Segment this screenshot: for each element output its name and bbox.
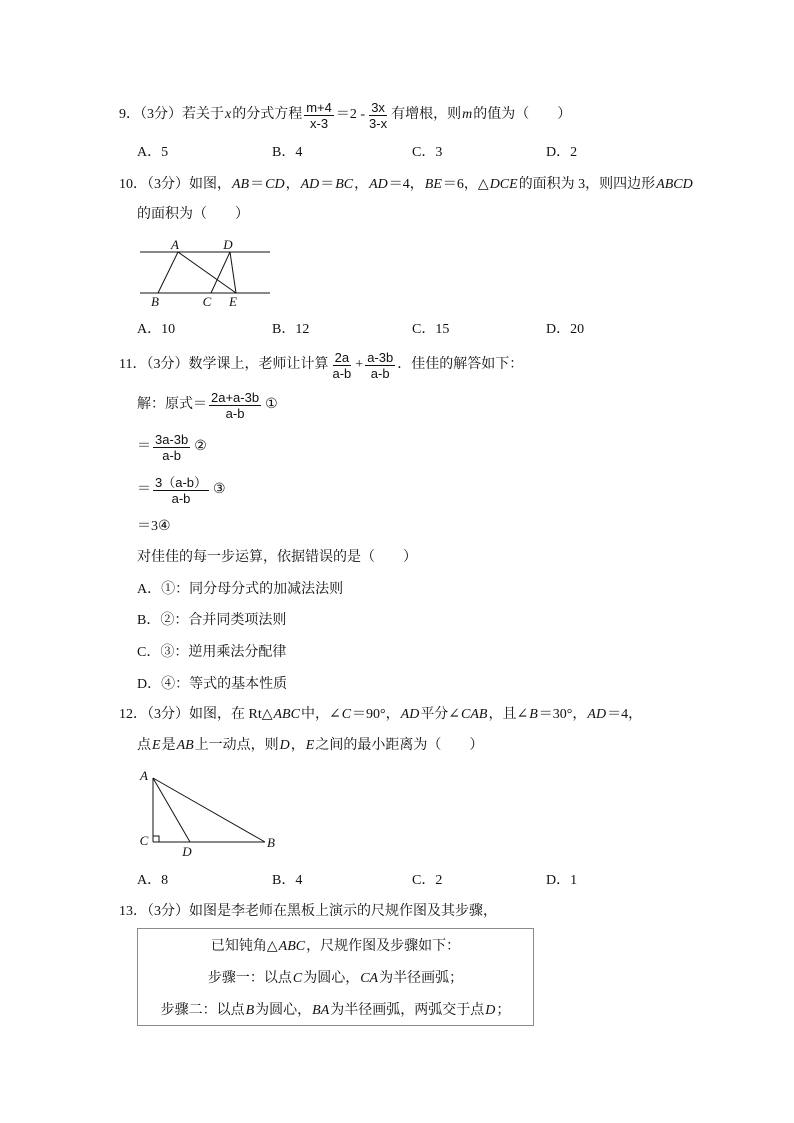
fraction: [304, 100, 334, 131]
segment-name: AD: [400, 707, 420, 722]
fraction: [330, 350, 353, 381]
segment-de: [230, 252, 236, 293]
q9-text: 的分式方程: [232, 107, 303, 122]
point-label-e: E: [229, 294, 237, 309]
q13-text: 13．（3分）如图是李老师在黑板上演示的尺规作图及其步骤，: [119, 904, 497, 919]
fraction: [367, 100, 389, 131]
fraction: [365, 350, 395, 381]
q10-option-d: D．20: [546, 322, 585, 337]
triangle-name: ABC: [278, 939, 306, 954]
fraction-numerator: 2a: [334, 349, 350, 365]
point-label-d: D: [182, 844, 192, 859]
q12-text: 点: [137, 738, 151, 753]
q11-text: 11．（3分）数学课上，老师让计算: [119, 357, 329, 372]
segment-name: AD: [300, 177, 320, 192]
q11-text: 对佳佳的每一步运算，依据错误的是（ ）: [137, 550, 417, 565]
segment-name: AB: [176, 738, 194, 753]
solution-step-2: [137, 430, 207, 464]
q10-stem-line1: [119, 176, 694, 194]
step-mark: ①: [265, 397, 278, 412]
q9-option-c: C．3: [412, 145, 443, 160]
solution-step-1: [137, 388, 278, 422]
fraction-denominator: a-b: [162, 447, 182, 463]
q9-option-b: B．4: [272, 145, 303, 160]
fraction-numerator: m+4: [306, 99, 332, 115]
step-mark: ④: [158, 519, 171, 534]
q12-text: ，且∠: [488, 707, 529, 722]
fraction-denominator: a-b: [225, 405, 245, 421]
variable-x: x: [225, 107, 232, 122]
q11-option-d: D．④：等式的基本性质: [137, 677, 288, 692]
point-label-c: C: [202, 294, 212, 309]
fraction-denominator: 3-x: [369, 115, 388, 131]
q10-option-a: A．10: [137, 322, 176, 337]
segment-ab: [153, 778, 265, 842]
triangle-name: DCE: [489, 177, 518, 192]
step-lead: ＝: [137, 482, 151, 497]
point-name: D: [279, 738, 290, 753]
q10-stem-line2: [137, 206, 249, 224]
fraction-denominator: a-b: [332, 365, 352, 381]
point-name: E: [152, 738, 161, 753]
segment-ad: [153, 778, 190, 842]
angle-name: B: [529, 707, 538, 722]
q12-figure: [130, 765, 280, 860]
angle-name: CAB: [461, 707, 488, 722]
q11-question: [137, 549, 417, 567]
box-text: 已知钝角△: [210, 939, 278, 954]
fraction-numerator: 3（a-b）: [155, 474, 208, 490]
quadrilateral-name: ABCD: [656, 177, 693, 192]
segment-name: AD: [369, 177, 388, 192]
segment-name: CA: [360, 971, 379, 986]
q9-text: 的值为（ ）: [473, 107, 572, 122]
segment-name: CD: [265, 177, 285, 192]
q11-option-c: C．③：逆用乘法分配律: [137, 645, 287, 660]
q9-stem: [119, 98, 571, 132]
q9-option-d: D．2: [546, 145, 578, 160]
fraction-denominator: a-b: [370, 365, 390, 381]
box-line-1: [138, 938, 533, 956]
q10-text: ＝6，△: [442, 177, 489, 192]
variable-m: m: [462, 107, 473, 122]
step-lead: ＝: [137, 439, 151, 454]
point-label-a: A: [140, 768, 148, 783]
q9-text: ＝2 -: [335, 107, 366, 122]
q12-text: 是: [161, 738, 176, 753]
point-label-b: B: [267, 835, 275, 850]
box-line-2: [138, 970, 533, 988]
q12-text: 中，∠: [300, 707, 341, 722]
segment-name: AB: [232, 177, 250, 192]
q11-stem: [119, 348, 523, 382]
q9-text: 有增根，则: [391, 107, 462, 122]
q10-text: ＝: [250, 177, 265, 192]
box-text: 步骤一：以点: [207, 971, 292, 986]
q10-figure: [130, 232, 280, 312]
solution-step-3: [137, 473, 226, 507]
q10-text: 的面积为（ ）: [137, 207, 249, 222]
step-mark: ②: [194, 439, 207, 454]
fraction: [153, 432, 190, 463]
q10-text: ＝4，: [388, 177, 424, 192]
box-text: ，尺规作图及步骤如下：: [306, 939, 461, 954]
plus-sign: +: [355, 357, 364, 372]
q12-stem-line2: [137, 737, 483, 755]
q10-option-c: C．15: [412, 322, 450, 337]
point-name: B: [245, 1003, 255, 1018]
q12-option-a: A．8: [137, 873, 169, 888]
box-text: 步骤二：以点: [160, 1003, 245, 1018]
box-text: 为圆心，: [303, 971, 360, 986]
step-mark: ③: [213, 482, 226, 497]
q9-option-a: A．5: [137, 145, 169, 160]
q9-text: 9．（3分）若关于: [119, 107, 224, 122]
q10-text: ，: [285, 177, 300, 192]
q13-stem: [119, 903, 497, 921]
q10-text: ＝: [320, 177, 335, 192]
q11-option-b: B．②：合并同类项法则: [137, 613, 287, 628]
construction-steps-box: [137, 928, 534, 1026]
point-label-b: B: [151, 294, 159, 309]
q12-text: 上一动点，则: [194, 738, 279, 753]
right-angle-mark: [153, 836, 159, 842]
fraction-numerator: 3x: [371, 99, 385, 115]
step-lead: ＝3: [137, 519, 158, 534]
q12-stem-line1: [119, 706, 642, 724]
q12-text: 12．（3分）如图，在 Rt△: [119, 707, 273, 722]
point-name: C: [292, 971, 303, 986]
fraction-numerator: 2a+a-3b: [211, 389, 260, 405]
point-label-d: D: [223, 237, 233, 252]
fraction-numerator: a-3b: [367, 349, 394, 365]
angle-name: C: [341, 707, 352, 722]
point-name: E: [305, 738, 315, 753]
fraction: [153, 475, 209, 506]
q12-option-b: B．4: [272, 873, 303, 888]
segment-name: BA: [312, 1003, 330, 1018]
box-line-3: [138, 1002, 533, 1020]
point-name: D: [485, 1003, 496, 1018]
point-label-a: A: [171, 237, 179, 252]
fraction-denominator: x-3: [310, 115, 329, 131]
segment-name: BE: [424, 177, 442, 192]
q12-text: 之间的最小距离为（ ）: [315, 738, 484, 753]
q12-option-c: C．2: [412, 873, 443, 888]
fraction-denominator: a-b: [171, 490, 191, 506]
solution-step-4: [137, 518, 171, 536]
box-text: 为圆心，: [255, 1003, 312, 1018]
segment-name: AD: [587, 707, 607, 722]
q12-text: 平分∠: [420, 707, 461, 722]
q10-option-b: B．12: [272, 322, 310, 337]
q10-text: 10．（3分）如图，: [119, 177, 231, 192]
q10-text: 的面积为 3，则四边形: [518, 177, 656, 192]
segment-ab: [158, 252, 178, 293]
box-text: ；: [496, 1003, 511, 1018]
fraction: [209, 390, 261, 421]
q12-option-d: D．1: [546, 873, 578, 888]
q11-text: ．佳佳的解答如下：: [397, 357, 524, 372]
q11-option-a: A．①：同分母分式的加减法法则: [137, 582, 344, 597]
q12-text: ，: [290, 738, 305, 753]
box-text: 为半径画弧，两弧交于点: [330, 1003, 485, 1018]
segment-name: BC: [335, 177, 354, 192]
box-text: 为半径画弧；: [379, 971, 464, 986]
q12-text: ＝4，: [607, 707, 643, 722]
q12-text: ＝90°，: [352, 707, 400, 722]
triangle-name: ABC: [273, 707, 300, 722]
fraction-numerator: 3a-3b: [155, 431, 189, 447]
step-lead: 解：原式＝: [137, 397, 207, 412]
q10-text: ，: [354, 177, 369, 192]
q12-text: ＝30°，: [538, 707, 587, 722]
point-label-c: C: [139, 833, 149, 848]
